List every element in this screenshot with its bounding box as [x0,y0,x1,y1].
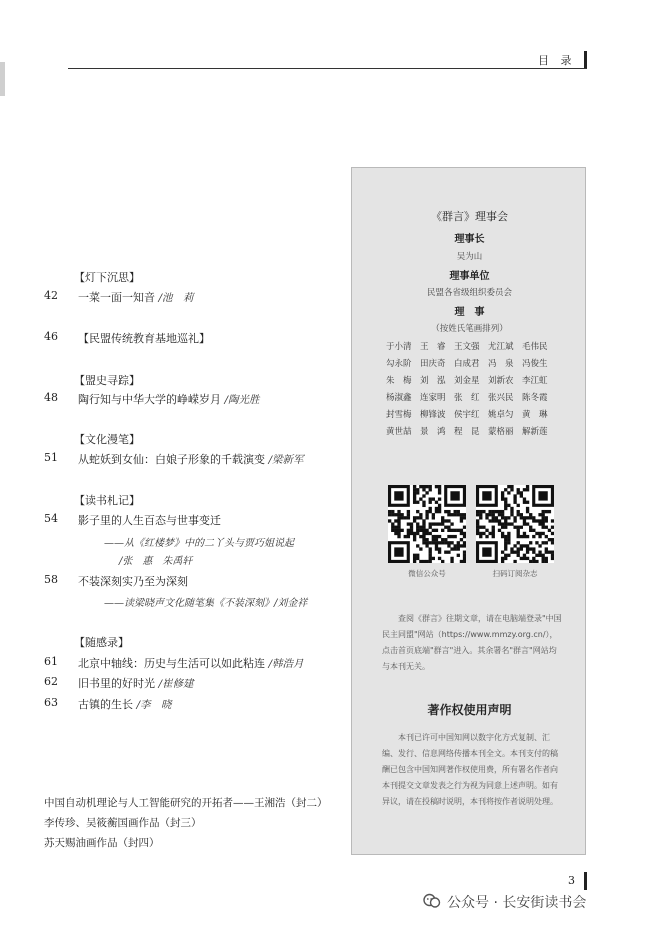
entry-author: /张 惠 朱禹轩 [119,556,193,567]
member-name: 白成君 [454,359,480,369]
toc-entry[interactable] [0,675,345,691]
member-name: 冯 泉 [488,359,514,369]
toc-entry[interactable] [0,451,345,467]
member-name: 黄 琳 [522,410,548,420]
member-name: 柳锋波 [420,410,446,420]
cover-credit: 苏天赐油画作品（封四） [44,837,160,849]
page-number-bar [584,872,587,890]
entry-title: 旧书里的好时光 [78,677,155,690]
qr-caption: 扫码订阅杂志 [492,569,538,578]
entry-author: /池 莉 [158,292,194,304]
council-sidebar [351,167,586,855]
subscribe-qr-code[interactable] [476,485,554,563]
members-label: 理 事 [454,307,485,318]
page-title: 目 录 [538,54,576,67]
member-name: 朱 梅 [386,376,412,386]
cover-credit: 中国自动机理论与人工智能研究的开拓者——王湘浩（封二） [44,797,328,809]
member-name: 解新莲 [522,427,548,437]
entry-page: 62 [44,675,58,688]
toc-entry[interactable] [0,512,345,528]
member-name: 张 红 [454,393,480,403]
wechat-qr-code[interactable] [388,485,466,563]
cover-credit: 李传珍、吴筱蘅国画作品（封三） [44,817,202,829]
member-name: 刘新农 [488,376,514,386]
council-title: 《群言》理事会 [431,210,508,223]
unit-name: 民盟各省级组织委员会 [426,288,512,298]
member-name: 封雪梅 [386,410,412,420]
member-name: 陈冬霞 [522,393,548,403]
entry-page: 46 [44,330,58,343]
toc-entry[interactable] [0,289,345,305]
entry-page: 63 [44,696,58,709]
entry-author: /梁新军 [268,454,304,466]
entry-title-line [78,391,260,407]
entry-title-line [78,655,304,671]
entry-title: 古镇的生长 [78,698,133,711]
member-name: 蒙格丽 [488,427,514,437]
entry-author: /李 晓 [136,699,172,711]
member-name: 刘金星 [454,376,480,386]
entry-page: 54 [44,512,58,525]
member-name: 黄世喆 [386,427,412,437]
member-list [386,340,586,442]
member-row [386,408,586,425]
wechat-icon [422,891,442,911]
member-name: 景 鸿 [420,427,446,437]
entry-title-line [78,675,194,691]
member-name: 尤江斌 [488,342,514,352]
member-name: 姚卓匀 [488,410,514,420]
entry-title: 陶行知与中华大学的峥嵘岁月 [78,393,221,406]
section-heading: 【文化漫笔】 [74,433,140,446]
entry-title-line [78,696,172,712]
entry-page: 61 [44,655,58,668]
entry-title-line [78,289,194,305]
member-name: 勾永阶 [386,359,412,369]
chair-name: 吴为山 [456,252,483,262]
header-bar [584,51,587,68]
entry-page: 58 [44,573,58,586]
unit-label: 理事单位 [449,271,490,282]
member-name: 冯俊生 [522,359,548,369]
member-row [386,391,586,408]
member-name: 王文强 [454,342,480,352]
member-row [386,374,586,391]
member-name: 侯宇红 [454,410,480,420]
section-heading: 【灯下沉思】 [74,271,140,284]
copyright-title: 著作权使用声明 [427,703,512,717]
section-heading: 【随感录】 [74,636,129,649]
member-name: 于小清 [386,342,412,352]
qr-caption: 微信公众号 [408,569,446,578]
entry-author: /韩浩月 [268,658,304,670]
chair-label: 理事长 [454,234,485,245]
entry-page: 42 [44,289,58,302]
entry-page: 51 [44,451,58,464]
entry-author: /刘金祥 [274,598,308,609]
member-name: 张兴民 [488,393,514,403]
entry-title: 一菜一面一知音 [78,291,155,304]
entry-author: /陶光胜 [224,394,260,406]
member-name: 毛伟民 [522,342,548,352]
entry-page: 48 [44,391,58,404]
entry-title: 不装深刻实乃至为深刻 [78,575,188,588]
entry-title-line [78,451,304,467]
entry-title: 影子里的人生百态与世事变迁 [78,514,221,527]
page-number: 3 [568,874,575,887]
member-name: 程 昆 [454,427,480,437]
entry-author: /崔修建 [158,678,194,690]
section-heading: 【读书札记】 [74,494,140,507]
archive-notice: 查阅《群言》往期文章，请在电脑端登录"中国民主同盟"网站（https://www.mmzy.org.cn/），点击首页底端"群言"进入。其余署名"群言"网站均与本刊无关。 [382,614,562,671]
entry-title: 从蛇妖到女仙：白娘子形象的千载演变 [78,453,265,466]
section-heading: 【盟史寻踪】 [74,374,140,387]
member-name: 杨淑鑫 [386,393,412,403]
member-name: 王 睿 [420,342,446,352]
toc-entry[interactable] [0,655,345,671]
entry-subtitle-line [104,594,307,609]
toc-entry[interactable] [0,391,345,407]
member-name: 刘 泓 [420,376,446,386]
member-name: 连家明 [420,393,446,403]
members-note: （按姓氏笔画排列） [431,324,508,334]
section-heading: 【民盟传统教育基地巡礼】 [78,332,210,345]
entry-subtitle: ——读梁晓声文化随笔集《不装深刻》 [104,598,274,609]
member-row [386,425,586,442]
member-row [386,357,586,374]
member-name: 李江虹 [522,376,548,386]
toc-entry[interactable] [0,696,345,712]
watermark-text: 公众号 · 长安街读书会 [447,895,587,911]
entry-subtitle: ——从《红楼梦》中的二丫头与贾巧姐说起 [104,538,294,549]
member-row [386,340,586,357]
toc-entry[interactable] [0,573,345,589]
entry-title: 北京中轴线：历史与生活可以如此粘连 [78,657,265,670]
copyright-body: 本刊已许可中国知网以数字化方式复制、汇编、发行、信息网络传播本刊全文。本刊支付的稿酬已包含中国知网著作权使用费，所有署名作者向本刊提交文章发表之行为视为同意上述声明。如有异议，请在投稿时说明，本刊将按作者说明处理。 [382,733,558,806]
member-name: 田庆奇 [420,359,446,369]
toc-entry[interactable] [0,330,345,346]
